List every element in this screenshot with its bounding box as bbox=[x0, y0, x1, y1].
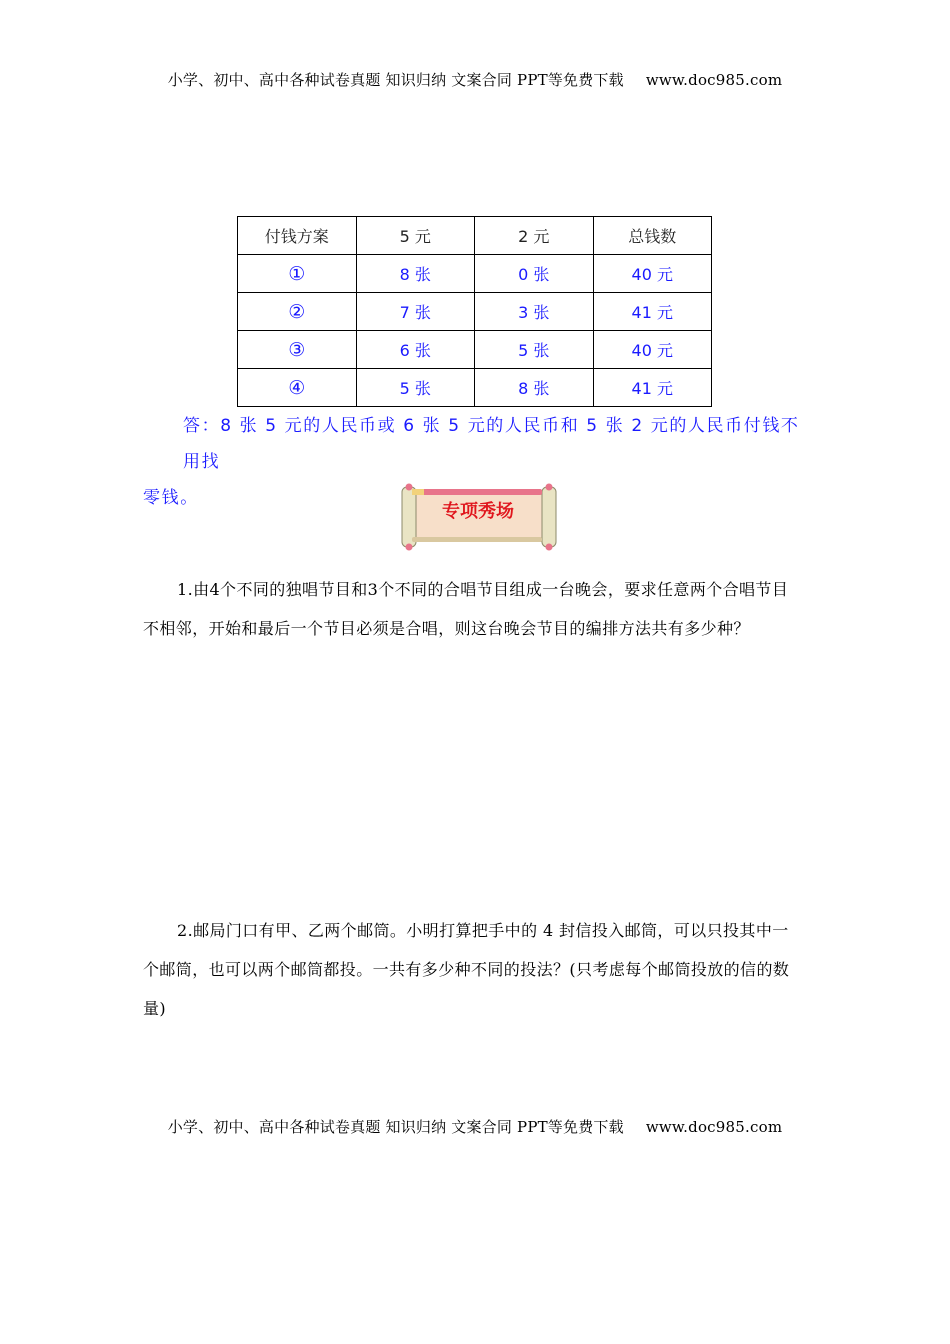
table-cell: ② bbox=[238, 293, 357, 331]
question-2 bbox=[143, 911, 808, 1028]
question-2-line-1: 2.邮局门口有甲、乙两个邮筒。小明打算把手中的 4 封信投入邮筒，可以只投其中一 bbox=[177, 921, 789, 940]
table-cell: 41 元 bbox=[593, 293, 712, 331]
question-2-line-3: 量) bbox=[143, 999, 167, 1018]
section-banner bbox=[394, 483, 562, 553]
table-row bbox=[238, 293, 712, 331]
answer-line-2: 零钱。 bbox=[143, 488, 199, 508]
col-header-total: 总钱数 bbox=[593, 217, 712, 255]
question-1-line-2: 不相邻，开始和最后一个节目必须是合唱，则这台晚会节目的编排方法共有多少种？ bbox=[143, 619, 750, 638]
table-cell: 7 张 bbox=[356, 293, 475, 331]
page-header bbox=[0, 69, 950, 90]
header-text: 小学、初中、高中各种试卷真题 知识归纳 文案合同 PPT等免费下载 bbox=[167, 71, 624, 89]
table-row bbox=[238, 369, 712, 407]
table-row bbox=[238, 255, 712, 293]
question-1-line-1: 1.由4个不同的独唱节目和3个不同的合唱节目组成一台晚会，要求任意两个合唱节目 bbox=[177, 580, 789, 599]
table-cell: 3 张 bbox=[475, 293, 594, 331]
col-header-2yuan: 2 元 bbox=[475, 217, 594, 255]
header-url[interactable]: www.doc985.com bbox=[645, 71, 783, 89]
payment-table bbox=[237, 216, 712, 407]
table-cell: 8 张 bbox=[356, 255, 475, 293]
table-header-row bbox=[238, 217, 712, 255]
question-1 bbox=[143, 570, 808, 648]
table-cell: 5 张 bbox=[475, 331, 594, 369]
table-cell: ③ bbox=[238, 331, 357, 369]
answer-line-1: 答：8 张 5 元的人民币或 6 张 5 元的人民币和 5 张 2 元的人民币付钱不用找 bbox=[183, 416, 800, 472]
banner-title: 专项秀场 bbox=[442, 501, 514, 522]
table-cell: ① bbox=[238, 255, 357, 293]
table-cell: 40 元 bbox=[593, 255, 712, 293]
footer-text: 小学、初中、高中各种试卷真题 知识归纳 文案合同 PPT等免费下载 bbox=[167, 1118, 624, 1136]
footer-url[interactable]: www.doc985.com bbox=[645, 1118, 783, 1136]
table-cell: 40 元 bbox=[593, 331, 712, 369]
col-header-5yuan: 5 元 bbox=[356, 217, 475, 255]
table-cell: 41 元 bbox=[593, 369, 712, 407]
col-header-plan: 付钱方案 bbox=[238, 217, 357, 255]
table-cell: 5 张 bbox=[356, 369, 475, 407]
table-cell: 8 张 bbox=[475, 369, 594, 407]
table-cell: 6 张 bbox=[356, 331, 475, 369]
table-cell: 0 张 bbox=[475, 255, 594, 293]
question-2-line-2: 个邮筒，也可以两个邮筒都投。一共有多少种不同的投法？(只考虑每个邮筒投放的信的数 bbox=[143, 960, 790, 979]
page-footer bbox=[0, 1116, 950, 1137]
table-row bbox=[238, 331, 712, 369]
table-cell: ④ bbox=[238, 369, 357, 407]
